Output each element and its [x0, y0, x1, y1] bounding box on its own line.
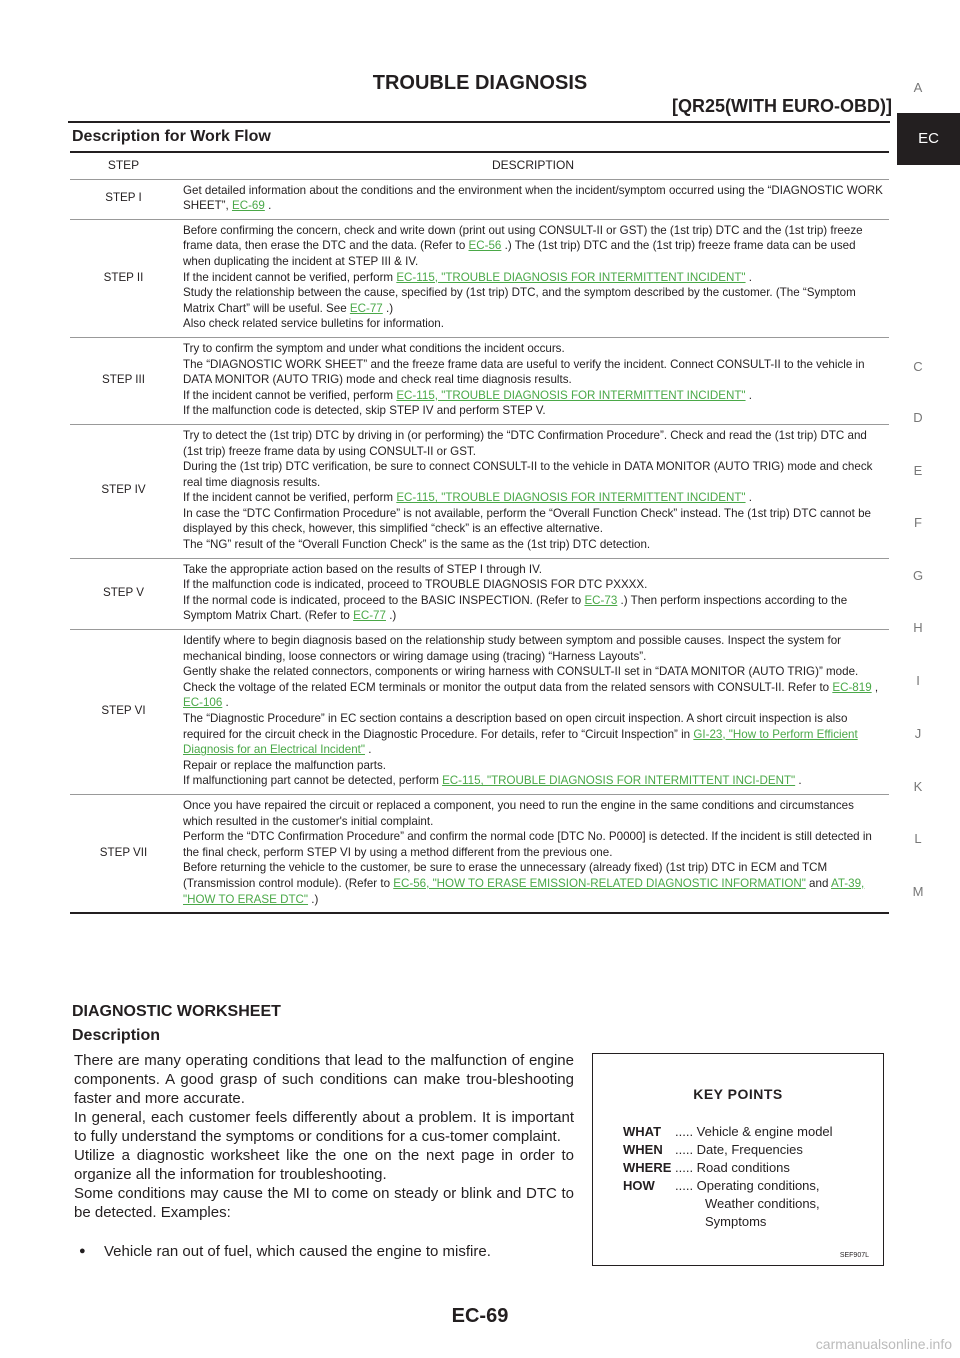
description-text: If the incident cannot be verified, perform	[183, 388, 397, 402]
figure-value: Weather conditions,	[705, 1196, 820, 1211]
description-text: Before returning the vehicle to the customer, be sure to erase the unnecessary (already fixed) (1st trip) DTC in ECM and TCM (Transmission control module). (Refer to	[183, 861, 828, 890]
description-line	[183, 633, 883, 664]
description-paragraph: There are many operating conditions that lead to the malfunction of engine components. A good grasp of such conditions can make trou-bleshooting faster and more accurate.	[74, 1052, 574, 1107]
cross-reference-link[interactable]: EC-56	[468, 239, 502, 253]
description-line	[183, 680, 883, 711]
description-text: Study the relationship between the cause, specified by (1st trip) DTC, and the symptom described by the customer. (The “Symptom Matrix Chart” will be useful. See	[183, 286, 856, 315]
description-cell	[177, 794, 889, 913]
description-line	[183, 537, 883, 553]
step-cell: STEP I	[105, 191, 142, 205]
description-text: .	[745, 388, 752, 402]
description-text: Identify where to begin diagnosis based on the relationship study between symptom and possible causes. Inspect the system for mechanical binding, loose connectors or wiring damage using (tracing) “Harness Layouts”.	[183, 634, 842, 663]
cross-reference-link[interactable]: EC-77	[353, 609, 386, 623]
table-row	[70, 219, 889, 337]
description-text: The “Diagnostic Procedure” in EC section contains a description based on open circuit inspection. A short circuit inspection is also required for the circuit check in the Diagnostic Procedure. For details, refer to “Circuit Inspection” in	[183, 712, 848, 741]
cross-reference-link[interactable]: EC-77	[349, 301, 383, 315]
description-line	[183, 798, 883, 829]
description-text: .	[745, 270, 752, 284]
description-text: The “NG” result of the “Overall Function Check” is the same as the (1st trip) DTC detection.	[183, 538, 651, 552]
step-cell: STEP VII	[70, 794, 177, 913]
cross-reference-link[interactable]: EC-115, "TROUBLE DIAGNOSIS FOR INTERMITTENT INCIDENT"	[396, 388, 746, 402]
figure-value: ..... Road conditions	[675, 1160, 790, 1175]
description-text: .	[364, 743, 372, 757]
page-title: TROUBLE DIAGNOSIS	[372, 72, 588, 94]
description-line	[183, 593, 883, 624]
tab-c[interactable]: C	[913, 359, 923, 374]
figure-key: HOW	[623, 1178, 655, 1193]
cross-reference-link[interactable]: EC-115, "TROUBLE DIAGNOSIS FOR INTERMITTENT INCI-DENT"	[442, 774, 796, 788]
section-title: Description for Work Flow	[72, 128, 271, 145]
description-line	[183, 711, 883, 758]
description-line	[183, 388, 883, 404]
description-text: .)	[382, 301, 394, 315]
cross-reference-link[interactable]: EC-115, "TROUBLE DIAGNOSIS FOR INTERMITTENT INCIDENT"	[396, 491, 746, 505]
description-line	[183, 758, 883, 774]
bullet-text: Vehicle ran out of fuel, which caused the engine to misfire.	[104, 1243, 491, 1260]
work-flow-table	[70, 151, 889, 914]
column-header-step: STEP	[70, 152, 177, 179]
description-body	[74, 1051, 574, 1222]
description-cell	[177, 179, 889, 219]
table-row	[70, 794, 889, 913]
table-row	[70, 630, 889, 795]
description-text: .)	[385, 609, 397, 623]
cross-reference-link[interactable]: EC-819	[832, 680, 872, 694]
tab-f[interactable]: F	[914, 515, 922, 530]
description-line	[183, 223, 883, 270]
description-text: .) The (1st trip) DTC and the (1st trip) freeze frame data can be used when duplicating the incident at STEP III & IV.	[183, 239, 856, 268]
description-text: If the incident cannot be verified, perform	[183, 491, 397, 505]
description-line	[183, 357, 883, 388]
description-paragraph: Some conditions may cause the MI to come on steady or blink and DTC to be detected. Examples:	[74, 1185, 574, 1221]
bullet-icon: ●	[79, 1245, 86, 1257]
description-text: .	[745, 491, 752, 505]
description-text: If the incident cannot be verified, perform	[183, 270, 397, 284]
description-line	[183, 183, 883, 214]
description-text: Gently shake the related connectors, components or wiring harness with CONSULT-II set in “DATA MONITOR (AUTO TRIG)” mode.	[183, 665, 859, 679]
description-text: In case the “DTC Confirmation Procedure” is not available, perform the “Overall Function Check” instead. The (1st trip) DTC cannot be displayed by this check, however, this simplified “check” is an effective alternative.	[183, 506, 871, 536]
description-cell	[177, 630, 889, 795]
description-text: .	[222, 696, 229, 710]
description-heading: Description	[72, 1027, 161, 1044]
header-divider	[68, 121, 890, 123]
step-cell: STEP III	[70, 337, 177, 424]
tab-l[interactable]: L	[914, 831, 922, 846]
description-line	[183, 285, 883, 316]
description-text: During the (1st trip) DTC verification, be sure to connect CONSULT-II to the vehicle in DATA MONITOR (AUTO TRIG) mode and check real time diagnosis results.	[183, 460, 873, 489]
description-line	[183, 773, 883, 789]
description-cell	[177, 558, 889, 629]
description-text: .	[795, 774, 802, 788]
description-cell	[177, 219, 889, 337]
description-text: Also check related service bulletins for information.	[183, 317, 444, 331]
tab-j[interactable]: J	[914, 726, 922, 741]
description-text: If the malfunction code is indicated, proceed to TROUBLE DIAGNOSIS FOR DTC PXXXX.	[183, 578, 648, 592]
cross-reference-link[interactable]: EC-73	[584, 593, 618, 607]
description-text: .)	[308, 892, 319, 906]
key-points-figure	[592, 1053, 884, 1266]
description-text: If the normal code is indicated, proceed to the BASIC INSPECTION. (Refer to	[183, 593, 585, 607]
watermark: carmanualsonline.info	[815, 1336, 952, 1352]
cross-reference-link[interactable]: EC-69	[231, 199, 265, 213]
cross-reference-link[interactable]: EC-56, "HOW TO ERASE EMISSION-RELATED DIAGNOSTIC INFORMATION"	[393, 876, 806, 890]
table-row	[70, 558, 889, 629]
tab-g[interactable]: G	[912, 568, 924, 583]
description-text: Try to confirm the symptom and under what conditions the incident occurs.	[183, 341, 565, 355]
description-text: Get detailed information about the conditions and the environment when the incident/symptom occurred using the “DIAGNOSTIC WORK SHEET”,	[183, 183, 883, 213]
tab-i[interactable]: I	[916, 673, 920, 688]
description-line	[183, 270, 883, 286]
description-text: .) Then perform inspections according to the Symptom Matrix Chart. (Refer to	[183, 593, 848, 623]
description-text: Try to detect the (1st trip) DTC by driving in (or performing) the “DTC Confirmation Procedure”. Check and read the (1st trip) DTC and (1st trip) freeze frame data by using CONSULT-II or GST.	[183, 428, 867, 458]
figure-code: SEF907L	[839, 1252, 869, 1259]
tab-e[interactable]: E	[913, 463, 923, 478]
tab-h[interactable]: H	[913, 620, 923, 635]
table-row	[70, 424, 889, 558]
table-row	[70, 179, 889, 219]
description-line	[183, 664, 883, 680]
step-cell: STEP II	[70, 219, 177, 337]
description-text: If malfunctioning part cannot be detected, perform	[183, 774, 443, 788]
tab-k[interactable]: K	[913, 779, 923, 794]
cross-reference-link[interactable]: AT-39, "HOW TO ERASE DTC"	[183, 876, 865, 906]
description-text: Take the appropriate action based on the results of STEP I through IV.	[183, 562, 542, 576]
column-header-description: DESCRIPTION	[177, 152, 889, 179]
description-text: .	[264, 199, 272, 213]
figure-key: WHEN	[623, 1142, 663, 1157]
figure-value: Symptoms	[705, 1214, 767, 1229]
figure-key: WHERE	[623, 1160, 672, 1175]
tab-d[interactable]: D	[913, 410, 923, 425]
description-paragraph: Utilize a diagnostic worksheet like the one on the next page in order to organize all the information for troubleshooting.	[74, 1147, 574, 1183]
description-line	[183, 860, 883, 907]
description-line	[183, 459, 883, 490]
description-text: If the malfunction code is detected, skip STEP IV and perform STEP V.	[183, 404, 546, 418]
description-text: The “DIAGNOSTIC WORK SHEET” and the freeze frame data are useful to verify the incident. Connect CONSULT-II to the vehicle in DATA MONITOR (AUTO TRIG) mode and check real time diagnosis results.	[183, 357, 865, 387]
step-cell: STEP VI	[70, 630, 177, 795]
description-line	[183, 506, 883, 537]
description-line	[183, 403, 883, 419]
description-text: ,	[871, 680, 879, 694]
description-line	[183, 316, 883, 332]
description-text: Once you have repaired the circuit or replaced a component, you need to run the engine in the same conditions and circumstances which resulted in the customer's initial complaint.	[183, 798, 854, 828]
figure-value: ..... Operating conditions,	[675, 1178, 820, 1193]
page-subtitle: [QR25(WITH EURO-OBD)]	[672, 96, 892, 116]
description-line	[183, 490, 883, 506]
tab-a[interactable]: A	[913, 80, 923, 95]
description-text: Repair or replace the malfunction parts.	[183, 758, 386, 772]
description-line	[183, 577, 883, 593]
description-line	[183, 562, 883, 578]
cross-reference-link[interactable]: GI-23, "How to Perform Efficient Diagnosis for an Electrical Incident"	[183, 727, 858, 757]
figure-value: ..... Vehicle & engine model	[675, 1124, 833, 1139]
cross-reference-link[interactable]: EC-106	[183, 696, 223, 710]
cross-reference-link[interactable]: EC-115, "TROUBLE DIAGNOSIS FOR INTERMITTENT INCIDENT"	[396, 270, 746, 284]
tab-m[interactable]: M	[912, 884, 924, 899]
figure-title: KEY POINTS	[693, 1086, 783, 1102]
description-text: Before confirming the concern, check and write down (print out using CONSULT-II or GST) the (1st trip) DTC and the (1st trip) freeze frame data, then erase the DTC and the data. (Refer to	[183, 223, 863, 253]
description-text: and	[805, 876, 831, 890]
worksheet-heading: DIAGNOSTIC WORKSHEET	[72, 1003, 281, 1020]
description-text: Perform the “DTC Confirmation Procedure” and confirm the normal code [DTC No. P0000] is detected. If the incident is still detected in the final check, perform STEP VI by using a method different from the previous one.	[183, 830, 872, 859]
figure-key: WHAT	[623, 1124, 662, 1139]
description-paragraph: In general, each customer feels differently about a problem. It is important to fully understand the symptoms or conditions for a cus-tomer complaint.	[74, 1109, 574, 1145]
page-number: EC-69	[451, 1305, 509, 1327]
table-header-row	[70, 152, 889, 179]
description-line	[183, 341, 883, 357]
table-row	[70, 337, 889, 424]
step-cell: STEP V	[70, 558, 177, 629]
description-text: Check the voltage of the related ECM terminals or monitor the output data from the related sensors with CONSULT-II. Refer to	[183, 680, 833, 694]
step-cell: STEP IV	[70, 424, 177, 558]
description-line	[183, 428, 883, 459]
description-cell	[177, 337, 889, 424]
description-cell	[177, 424, 889, 558]
figure-value: ..... Date, Frequencies	[675, 1142, 803, 1157]
description-line	[183, 829, 883, 860]
tab-ec[interactable]: EC	[897, 113, 960, 165]
